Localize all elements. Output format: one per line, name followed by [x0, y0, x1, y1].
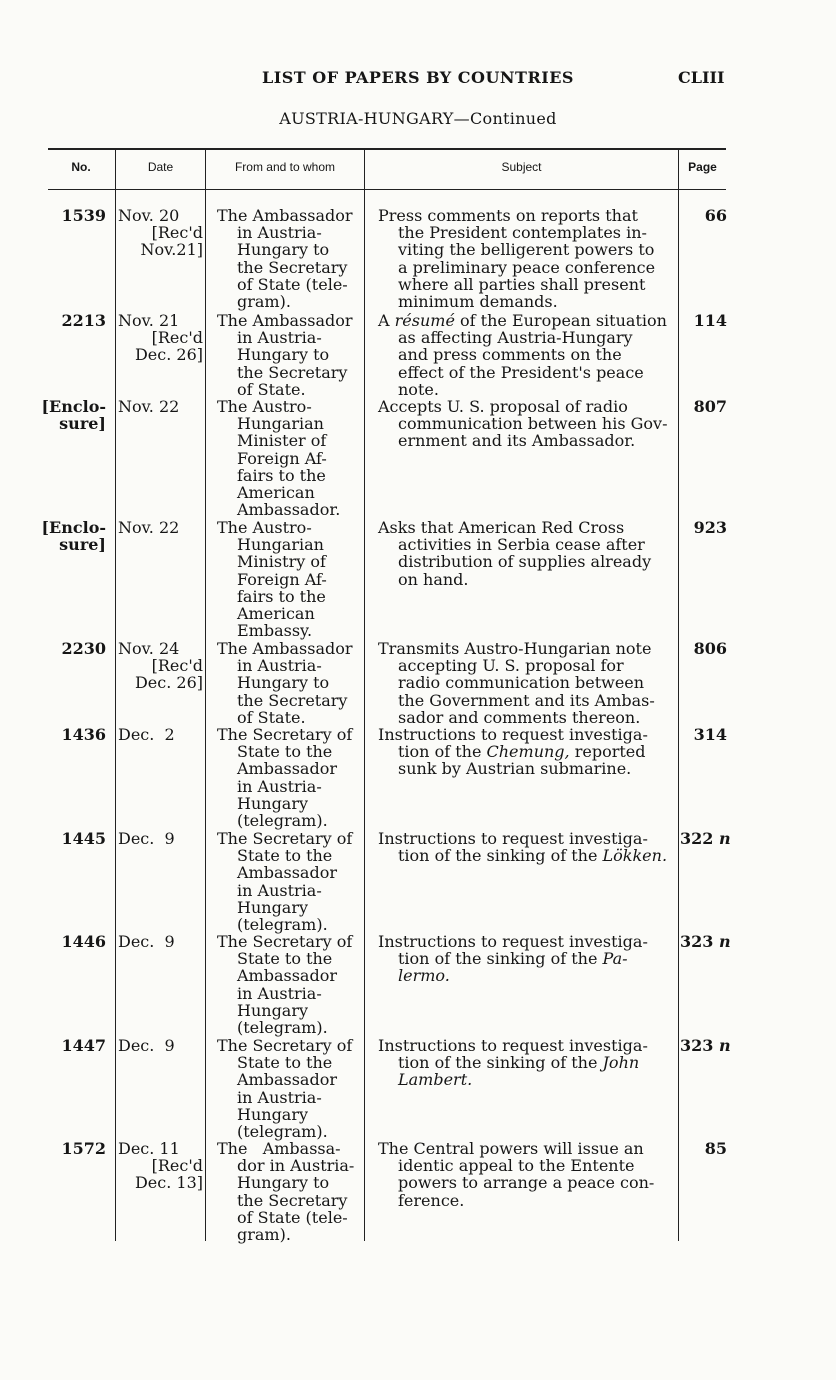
- paper-date: [118, 398, 203, 415]
- cell-line: tion of the Chemung, reported: [398, 742, 646, 762]
- cell-line: fairs to the: [237, 586, 326, 606]
- page-reference: 806: [693, 639, 727, 658]
- paper-date: [118, 312, 203, 364]
- paper-number: [Enclo- sure]: [41, 397, 106, 434]
- page-reference: 323 n: [680, 932, 731, 951]
- cell-line: The Ambassador: [217, 206, 353, 225]
- paper-subject: [378, 1037, 670, 1089]
- cell-line: sunk by Austrian submarine.: [398, 759, 632, 779]
- paper-number: 1447: [61, 1036, 106, 1055]
- column-header-no: No.: [71, 160, 91, 174]
- from-and-to-whom: [217, 726, 362, 829]
- cell-line: in Austria-: [237, 776, 322, 796]
- cell-line: Dec. 9: [118, 932, 175, 951]
- cell-line: the Secretary: [237, 1190, 348, 1210]
- paper-subject: [378, 933, 670, 985]
- paper-number: 1539: [61, 206, 106, 225]
- cell-line: Instructions to request investiga-: [378, 725, 648, 744]
- cell-line: State to the: [237, 1053, 333, 1073]
- page-reference: 923: [693, 518, 727, 537]
- from-and-to-whom: [217, 830, 362, 933]
- cell-line: Instructions to request investiga-: [378, 1036, 648, 1055]
- cell-line: Hungarian: [237, 414, 324, 434]
- cell-line: Ambassador: [237, 759, 337, 779]
- paper-subject: [378, 207, 670, 310]
- cell-line: the Secretary: [237, 362, 348, 382]
- cell-line: in Austria-: [237, 1087, 322, 1107]
- cell-line: identic appeal to the Entente: [398, 1156, 635, 1176]
- cell-line: Hungary: [237, 1104, 309, 1124]
- cell-line: Dec. 13]: [134, 1173, 203, 1193]
- cell-line: lermo.: [398, 966, 450, 986]
- cell-line: [Rec'd: [151, 328, 203, 348]
- paper-subject: [378, 726, 670, 778]
- cell-line: of State (tele-: [237, 274, 348, 294]
- page-reference: 322 n: [680, 829, 731, 848]
- cell-line: The Ambassador: [217, 639, 353, 658]
- cell-line: State to the: [237, 846, 333, 866]
- cell-line: Hungary to: [237, 345, 330, 365]
- cell-line: State to the: [237, 949, 333, 969]
- cell-line: gram).: [237, 292, 291, 312]
- cell-line: where all parties shall present: [398, 274, 646, 294]
- cell-line: the Secretary: [237, 257, 348, 277]
- from-and-to-whom: [217, 933, 362, 1036]
- cell-line: fairs to the: [237, 465, 326, 485]
- cell-line: Press comments on reports that: [378, 206, 638, 225]
- cell-line: Dec. 9: [118, 829, 175, 848]
- column-header-page: Page: [688, 160, 717, 174]
- from-and-to-whom: [217, 312, 362, 398]
- page-reference: 66: [704, 206, 727, 225]
- paper-number: 1436: [61, 725, 106, 744]
- from-and-to-whom: [217, 1037, 362, 1140]
- cell-line: American: [237, 604, 315, 624]
- paper-number: [Enclo- sure]: [41, 518, 106, 555]
- cell-line: Hungary: [237, 897, 309, 917]
- cell-line: Nov. 21: [118, 311, 180, 330]
- column-divider: [678, 149, 679, 1241]
- cell-line: tion of the sinking of the Pa-: [398, 949, 628, 969]
- cell-line: sador and comments thereon.: [398, 707, 641, 727]
- cell-line: ference.: [398, 1190, 465, 1210]
- paper-date: [118, 207, 203, 259]
- from-and-to-whom: [217, 1140, 362, 1243]
- cell-line: Hungary to: [237, 673, 330, 693]
- cell-line: ernment and its Ambassador.: [398, 431, 636, 451]
- paper-date: [118, 1140, 203, 1192]
- table-top-rule: [48, 148, 726, 150]
- cell-line: accepting U. S. proposal for: [398, 656, 624, 676]
- page-reference: 85: [704, 1139, 727, 1158]
- cell-line: Nov. 20: [118, 206, 180, 225]
- cell-line: Asks that American Red Cross: [378, 518, 625, 537]
- cell-line: Hungary: [237, 1000, 309, 1020]
- cell-line: distribution of supplies already: [398, 552, 652, 572]
- from-and-to-whom: [217, 207, 362, 310]
- cell-line: effect of the President's peace: [398, 362, 644, 382]
- paper-date: [118, 519, 203, 536]
- column-header-date: Date: [147, 160, 174, 174]
- cell-line: A résumé of the European situation: [378, 311, 667, 330]
- cell-line: Nov. 22: [118, 397, 180, 416]
- cell-line: The Austro-: [217, 518, 312, 537]
- cell-line: (telegram).: [237, 915, 328, 935]
- cell-line: Ambassador.: [237, 500, 341, 520]
- cell-line: in Austria-: [237, 328, 322, 348]
- cell-line: note.: [398, 379, 439, 399]
- cell-line: the Secretary: [237, 690, 348, 710]
- cell-line: State to the: [237, 742, 333, 762]
- cell-line: Ambassador: [237, 1070, 337, 1090]
- cell-line: dor in Austria-: [237, 1156, 355, 1176]
- cell-line: The Ambassa-: [217, 1139, 341, 1158]
- cell-line: The Secretary of: [217, 1036, 353, 1055]
- cell-line: Embassy.: [237, 621, 313, 641]
- cell-line: The Secretary of: [217, 932, 353, 951]
- cell-line: Dec. 26]: [134, 673, 203, 693]
- cell-line: (telegram).: [237, 1122, 328, 1142]
- cell-line: viting the belligerent powers to: [398, 240, 655, 260]
- cell-line: activities in Serbia cease after: [398, 535, 645, 555]
- cell-line: minimum demands.: [398, 292, 558, 312]
- column-header-from-to: From and to whom: [234, 160, 336, 174]
- page-reference: 323 n: [680, 1036, 731, 1055]
- paper-date: [118, 726, 203, 743]
- paper-number: 1572: [61, 1139, 106, 1158]
- column-header-subject: Subject: [501, 160, 542, 174]
- cell-line: Nov.21]: [140, 240, 203, 260]
- cell-line: Lambert.: [398, 1070, 473, 1090]
- paper-number: 2230: [61, 639, 106, 658]
- cell-line: radio communication between: [398, 673, 645, 693]
- column-divider: [364, 149, 365, 1241]
- cell-line: Hungary to: [237, 1173, 330, 1193]
- cell-line: The Central powers will issue an: [378, 1139, 644, 1158]
- cell-line: in Austria-: [237, 223, 322, 243]
- cell-line: Transmits Austro-Hungarian note: [378, 639, 652, 658]
- cell-line: and press comments on the: [398, 345, 622, 365]
- paper-number: 2213: [61, 311, 106, 330]
- cell-line: tion of the sinking of the Lökken.: [398, 846, 668, 866]
- cell-line: Dec. 26]: [134, 345, 203, 365]
- cell-line: Ambassador: [237, 966, 337, 986]
- cell-line: [Rec'd: [151, 223, 203, 243]
- column-divider: [115, 149, 116, 1241]
- page-reference: 807: [693, 397, 727, 416]
- column-divider: [205, 149, 206, 1241]
- cell-line: Ministry of: [237, 552, 326, 572]
- cell-line: Hungarian: [237, 535, 324, 555]
- cell-line: gram).: [237, 1225, 291, 1245]
- paper-subject: [378, 640, 670, 726]
- paper-subject: [378, 830, 670, 864]
- cell-line: Dec. 11: [118, 1139, 180, 1158]
- cell-line: Nov. 24: [118, 639, 180, 658]
- paper-subject: [378, 1140, 670, 1209]
- cell-line: in Austria-: [237, 880, 322, 900]
- cell-line: Dec. 2: [118, 725, 175, 744]
- cell-line: Foreign Af-: [237, 448, 327, 468]
- cell-line: powers to arrange a peace con-: [398, 1173, 655, 1193]
- page-number: CLIII: [678, 68, 725, 87]
- section-subtitle: AUSTRIA-HUNGARY—Continued: [279, 109, 557, 128]
- running-header: LIST OF PAPERS BY COUNTRIES: [262, 68, 574, 87]
- cell-line: American: [237, 483, 315, 503]
- cell-line: Minister of: [237, 431, 327, 451]
- paper-number: 1445: [61, 829, 106, 848]
- from-and-to-whom: [217, 398, 362, 518]
- cell-line: as affecting Austria-Hungary: [398, 328, 633, 348]
- paper-subject: [378, 398, 670, 450]
- cell-line: of State (tele-: [237, 1207, 348, 1227]
- cell-line: Instructions to request investiga-: [378, 829, 648, 848]
- from-and-to-whom: [217, 640, 362, 726]
- page-reference: 114: [693, 311, 727, 330]
- paper-subject: [378, 519, 670, 588]
- paper-date: [118, 830, 203, 847]
- cell-line: the President contemplates in-: [398, 223, 647, 243]
- cell-line: Ambassador: [237, 863, 337, 883]
- page-reference: 314: [693, 725, 727, 744]
- cell-line: Accepts U. S. proposal of radio: [378, 397, 628, 416]
- cell-line: Hungary to: [237, 240, 330, 260]
- cell-line: Hungary: [237, 793, 309, 813]
- cell-line: (telegram).: [237, 1018, 328, 1038]
- cell-line: The Secretary of: [217, 725, 353, 744]
- cell-line: (telegram).: [237, 811, 328, 831]
- from-and-to-whom: [217, 519, 362, 639]
- cell-line: communication between his Gov-: [398, 414, 668, 434]
- paper-date: [118, 640, 203, 692]
- cell-line: Foreign Af-: [237, 569, 327, 589]
- paper-number: 1446: [61, 932, 106, 951]
- cell-line: Nov. 22: [118, 518, 180, 537]
- cell-line: [Rec'd: [151, 656, 203, 676]
- paper-subject: [378, 312, 670, 398]
- cell-line: on hand.: [398, 569, 469, 589]
- cell-line: the Government and its Ambas-: [398, 690, 655, 710]
- cell-line: [Rec'd: [151, 1156, 203, 1176]
- cell-line: of State.: [237, 379, 306, 399]
- cell-line: Instructions to request investiga-: [378, 932, 648, 951]
- cell-line: tion of the sinking of the John: [398, 1053, 640, 1073]
- cell-line: The Ambassador: [217, 311, 353, 330]
- cell-line: Dec. 9: [118, 1036, 175, 1055]
- cell-line: of State.: [237, 707, 306, 727]
- cell-line: The Secretary of: [217, 829, 353, 848]
- paper-date: [118, 933, 203, 950]
- cell-line: in Austria-: [237, 656, 322, 676]
- table-header-rule: [48, 189, 726, 190]
- cell-line: a preliminary peace conference: [398, 257, 656, 277]
- paper-date: [118, 1037, 203, 1054]
- cell-line: The Austro-: [217, 397, 312, 416]
- cell-line: in Austria-: [237, 983, 322, 1003]
